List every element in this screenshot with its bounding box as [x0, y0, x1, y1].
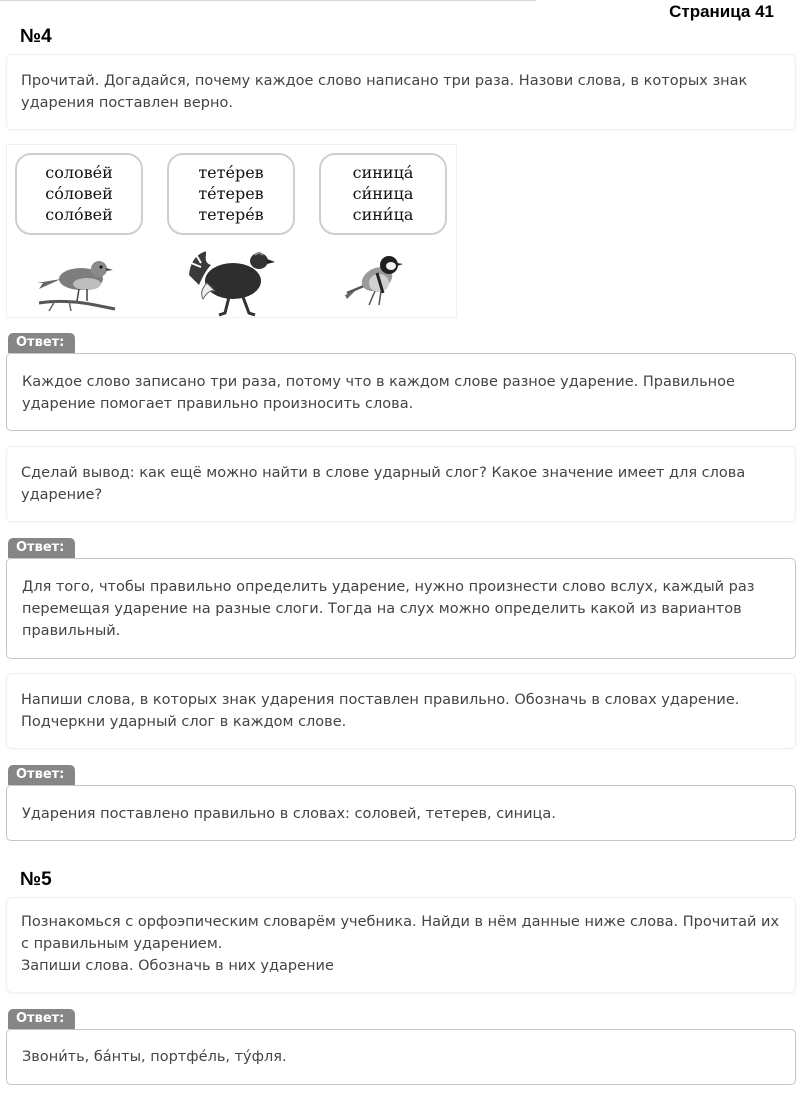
- answer-text-4: Звони́ть, ба́нты, портфе́ль, ту́фля.: [22, 1049, 287, 1065]
- word-variant: тетере́в: [198, 205, 264, 224]
- word-variant: со́ловей: [45, 184, 113, 203]
- stress-words-figure: [6, 144, 457, 318]
- nightingale-illustration: [35, 253, 117, 313]
- answer-label-1: Ответ:: [8, 333, 75, 353]
- question-card-2: [6, 446, 796, 522]
- word-box-tit: [319, 153, 447, 235]
- task5-prompt-card: [6, 897, 796, 993]
- answer-label-4: Ответ:: [8, 1009, 75, 1029]
- answer-text-3: Ударения поставлено правильно в словах: соловей, тетерев, синица.: [22, 806, 556, 822]
- word-variant: соло́вей: [45, 205, 113, 224]
- task5-prompt-line1: Познакомься с орфоэпическим словарём учебника. Найди в нём данные ниже слова. Прочитай их с правильным ударением.: [21, 914, 780, 952]
- answer-box-1: [6, 353, 796, 431]
- word-variant: солове́й: [45, 163, 113, 182]
- tit-illustration: [343, 249, 413, 311]
- answer-text-1: Каждое слово записано три раза, потому что в каждом слове разное ударение. Правильное ударение помогает правильно произносить слова.: [22, 374, 735, 412]
- word-box-nightingale: [15, 153, 143, 235]
- page-label: Страница 41: [669, 2, 774, 21]
- task5-prompt-line2: Запиши слова. Обозначь в них ударение: [21, 958, 334, 974]
- answer-box-3: [6, 785, 796, 841]
- task-number-5: №5: [20, 869, 52, 890]
- top-divider: [0, 0, 536, 1]
- word-variant: те́терев: [198, 184, 264, 203]
- task-number-4: №4: [20, 26, 52, 47]
- word-box-black-grouse: [167, 153, 295, 235]
- question-text-2: Сделай вывод: как ещё можно найти в слове ударный слог? Какое значение имеет для слова ударение?: [21, 465, 746, 503]
- answer-label-3: Ответ:: [8, 765, 75, 785]
- word-variant: сини́ца: [352, 205, 414, 224]
- black-grouse-illustration: [185, 245, 283, 317]
- task4-prompt-card: [6, 54, 796, 130]
- word-variant: тете́рев: [198, 163, 264, 182]
- answer-box-2: [6, 558, 796, 659]
- word-variant: синица́: [352, 163, 414, 182]
- question-card-3: [6, 673, 796, 749]
- answer-text-2: Для того, чтобы правильно определить ударение, нужно произнести слово вслух, каждый раз перемещая ударение на разные слоги. Тогда на слух можно определить какой из вариантов правильный.: [22, 579, 755, 639]
- answer-label-2: Ответ:: [8, 538, 75, 558]
- task4-prompt: Прочитай. Догадайся, почему каждое слово написано три раза. Назови слова, в которых знак ударения поставлен верно.: [21, 73, 748, 111]
- question-text-3: Напиши слова, в которых знак ударения поставлен правильно. Обозначь в словах ударение. Подчеркни ударный слог в каждом слове.: [21, 692, 740, 730]
- word-variant: си́ница: [352, 184, 414, 203]
- answer-box-4: [6, 1029, 796, 1085]
